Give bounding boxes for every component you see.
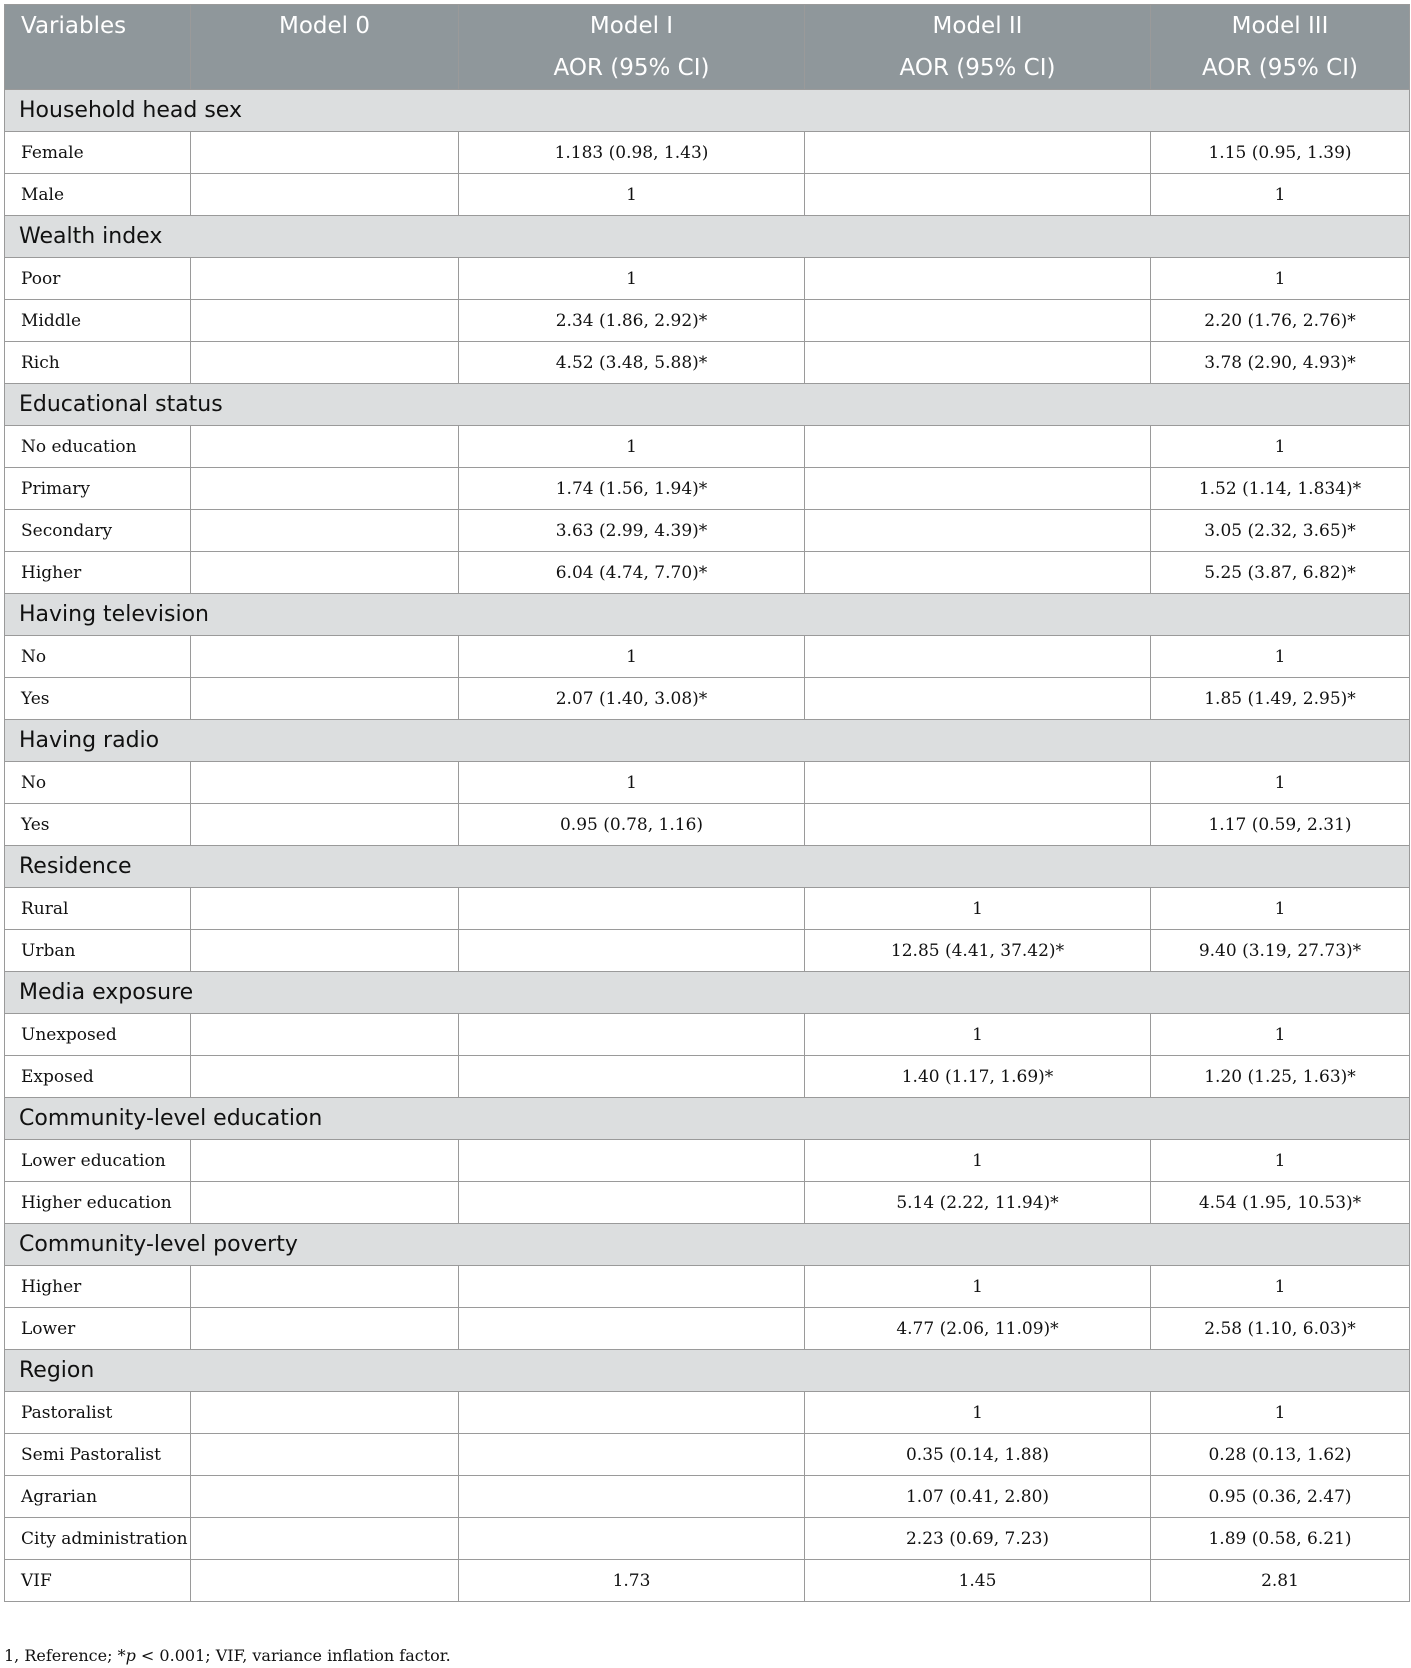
model-1-cell (459, 1266, 805, 1308)
model-2-cell (805, 636, 1151, 678)
model-3-cell: 1 (1151, 258, 1410, 300)
table-row (5, 1308, 1410, 1350)
model-2-cell: 1.40 (1.17, 1.69)* (805, 1056, 1151, 1098)
model-3-cell: 0.95 (0.36, 2.47) (1151, 1476, 1410, 1518)
variable-label-cell: Exposed (5, 1056, 191, 1098)
model-0-cell (191, 174, 459, 216)
model-2-cell: 5.14 (2.22, 11.94)* (805, 1182, 1151, 1224)
model-1-cell: 2.34 (1.86, 2.92)* (459, 300, 805, 342)
model-3-cell: 1.17 (0.59, 2.31) (1151, 804, 1410, 846)
model-3-cell: 0.28 (0.13, 1.62) (1151, 1434, 1410, 1476)
table-row (5, 426, 1410, 468)
model-1-cell: 6.04 (4.74, 7.70)* (459, 552, 805, 594)
model-2-cell: 1.07 (0.41, 2.80) (805, 1476, 1151, 1518)
model-1-cell (459, 1014, 805, 1056)
model-2-cell: 0.35 (0.14, 1.88) (805, 1434, 1151, 1476)
model-1-cell: 1.183 (0.98, 1.43) (459, 132, 805, 174)
model-3-cell: 1.89 (0.58, 6.21) (1151, 1518, 1410, 1560)
table-row (5, 888, 1410, 930)
header-row (5, 5, 1410, 90)
model-1-cell: 1.74 (1.56, 1.94)* (459, 468, 805, 510)
model-0-cell (191, 510, 459, 552)
model-3-cell: 1 (1151, 888, 1410, 930)
section-header-row (5, 216, 1410, 258)
section-header-row (5, 384, 1410, 426)
model-0-cell (191, 1476, 459, 1518)
header-model-3-subtitle: AOR (95% CI) (1202, 55, 1358, 81)
model-1-cell (459, 1308, 805, 1350)
variable-label-cell: Poor (5, 258, 191, 300)
model-1-cell: 4.52 (3.48, 5.88)* (459, 342, 805, 384)
model-2-cell (805, 174, 1151, 216)
model-0-cell (191, 1308, 459, 1350)
table-row (5, 258, 1410, 300)
header-model-0: Model 0 (191, 5, 459, 90)
table-row (5, 1476, 1410, 1518)
header-model-2-subtitle: AOR (95% CI) (899, 55, 1056, 81)
variable-label-cell: Higher (5, 1266, 191, 1308)
model-0-cell (191, 678, 459, 720)
model-1-cell (459, 1392, 805, 1434)
model-1-cell (459, 1140, 805, 1182)
variable-label-cell: City administration (5, 1518, 191, 1560)
model-1-cell: 3.63 (2.99, 4.39)* (459, 510, 805, 552)
model-2-cell (805, 510, 1151, 552)
table-header (5, 5, 1410, 90)
header-model-2-title: Model II (932, 13, 1023, 39)
model-2-cell (805, 132, 1151, 174)
model-0-cell (191, 300, 459, 342)
variable-label-cell: Unexposed (5, 1014, 191, 1056)
table-row (5, 1518, 1410, 1560)
table-row (5, 300, 1410, 342)
table-row (5, 762, 1410, 804)
model-0-cell (191, 888, 459, 930)
section-title: Community-level education (5, 1098, 1410, 1140)
model-1-cell: 2.07 (1.40, 3.08)* (459, 678, 805, 720)
variable-label-cell: Rich (5, 342, 191, 384)
model-3-cell: 1 (1151, 1014, 1410, 1056)
section-title: Region (5, 1350, 1410, 1392)
variable-label-cell: Primary (5, 468, 191, 510)
table-footnote: 1, Reference; *p < 0.001; VIF, variance inflation factor. (4, 1646, 451, 1665)
header-model-1-subtitle: AOR (95% CI) (553, 55, 710, 81)
section-title: Educational status (5, 384, 1410, 426)
model-2-cell (805, 426, 1151, 468)
vif-model-1-cell: 1.73 (459, 1560, 805, 1602)
vif-model-0-cell (191, 1560, 459, 1602)
model-2-cell (805, 552, 1151, 594)
table-body (5, 90, 1410, 1602)
model-1-cell (459, 888, 805, 930)
model-3-cell: 1 (1151, 1266, 1410, 1308)
variable-label-cell: No education (5, 426, 191, 468)
model-3-cell: 4.54 (1.95, 10.53)* (1151, 1182, 1410, 1224)
model-0-cell (191, 468, 459, 510)
model-3-cell: 1.15 (0.95, 1.39) (1151, 132, 1410, 174)
table-row (5, 342, 1410, 384)
section-title: Media exposure (5, 972, 1410, 1014)
model-2-cell (805, 300, 1151, 342)
section-header-row (5, 720, 1410, 762)
model-3-cell: 3.78 (2.90, 4.93)* (1151, 342, 1410, 384)
model-0-cell (191, 552, 459, 594)
model-2-cell (805, 342, 1151, 384)
vif-variable-label-cell: VIF (5, 1560, 191, 1602)
variable-label-cell: No (5, 762, 191, 804)
table-row (5, 552, 1410, 594)
section-header-row (5, 846, 1410, 888)
model-3-cell: 3.05 (2.32, 3.65)* (1151, 510, 1410, 552)
table-row (5, 1182, 1410, 1224)
model-2-cell: 4.77 (2.06, 11.09)* (805, 1308, 1151, 1350)
header-model-2 (805, 5, 1151, 90)
model-0-cell (191, 930, 459, 972)
model-0-cell (191, 1434, 459, 1476)
table-row (5, 1434, 1410, 1476)
table-row (5, 804, 1410, 846)
section-header-row (5, 594, 1410, 636)
variable-label-cell: No (5, 636, 191, 678)
variable-label-cell: Rural (5, 888, 191, 930)
model-3-cell: 5.25 (3.87, 6.82)* (1151, 552, 1410, 594)
vif-model-2-cell: 1.45 (805, 1560, 1151, 1602)
model-2-cell (805, 678, 1151, 720)
section-header-row (5, 972, 1410, 1014)
header-model-3 (1151, 5, 1410, 90)
model-1-cell (459, 1476, 805, 1518)
model-1-cell (459, 1182, 805, 1224)
model-1-cell (459, 1056, 805, 1098)
model-0-cell (191, 1392, 459, 1434)
model-3-cell: 1 (1151, 762, 1410, 804)
model-2-cell: 12.85 (4.41, 37.42)* (805, 930, 1151, 972)
model-2-cell: 2.23 (0.69, 7.23) (805, 1518, 1151, 1560)
model-3-cell: 1.85 (1.49, 2.95)* (1151, 678, 1410, 720)
variable-label-cell: Middle (5, 300, 191, 342)
variable-label-cell: Semi Pastoralist (5, 1434, 191, 1476)
model-0-cell (191, 636, 459, 678)
model-3-cell: 1 (1151, 1392, 1410, 1434)
model-0-cell (191, 1182, 459, 1224)
section-header-row (5, 1224, 1410, 1266)
model-2-cell: 1 (805, 1392, 1151, 1434)
vif-model-3-cell: 2.81 (1151, 1560, 1410, 1602)
model-3-cell: 9.40 (3.19, 27.73)* (1151, 930, 1410, 972)
model-1-cell: 1 (459, 762, 805, 804)
model-1-cell (459, 930, 805, 972)
table-row (5, 468, 1410, 510)
results-table-container (4, 4, 1409, 1602)
variable-label-cell: Urban (5, 930, 191, 972)
table-row (5, 636, 1410, 678)
model-1-cell: 1 (459, 426, 805, 468)
model-1-cell (459, 1518, 805, 1560)
model-2-cell: 1 (805, 1266, 1151, 1308)
model-1-cell: 1 (459, 174, 805, 216)
model-0-cell (191, 1140, 459, 1182)
section-title: Community-level poverty (5, 1224, 1410, 1266)
variable-label-cell: Higher education (5, 1182, 191, 1224)
model-2-cell: 1 (805, 888, 1151, 930)
model-2-cell: 1 (805, 1140, 1151, 1182)
table-row (5, 1140, 1410, 1182)
variable-label-cell: Pastoralist (5, 1392, 191, 1434)
model-0-cell (191, 342, 459, 384)
model-2-cell (805, 468, 1151, 510)
variable-label-cell: Yes (5, 678, 191, 720)
section-header-row (5, 1350, 1410, 1392)
variable-label-cell: Female (5, 132, 191, 174)
header-model-1 (459, 5, 805, 90)
table-row (5, 1056, 1410, 1098)
model-3-cell: 1 (1151, 1140, 1410, 1182)
model-0-cell (191, 762, 459, 804)
section-title: Household head sex (5, 90, 1410, 132)
variable-label-cell: Secondary (5, 510, 191, 552)
header-variables: Variables (5, 5, 191, 90)
table-row (5, 510, 1410, 552)
model-2-cell (805, 258, 1151, 300)
table-row (5, 1266, 1410, 1308)
section-title: Having television (5, 594, 1410, 636)
table-row (5, 1392, 1410, 1434)
model-3-cell: 1 (1151, 636, 1410, 678)
table-row (5, 174, 1410, 216)
variable-label-cell: Lower (5, 1308, 191, 1350)
model-3-cell: 1 (1151, 426, 1410, 468)
model-0-cell (191, 258, 459, 300)
results-table (4, 4, 1410, 1602)
table-row (5, 678, 1410, 720)
model-0-cell (191, 1518, 459, 1560)
model-0-cell (191, 1266, 459, 1308)
section-title: Wealth index (5, 216, 1410, 258)
variable-label-cell: Yes (5, 804, 191, 846)
model-3-cell: 1.52 (1.14, 1.834)* (1151, 468, 1410, 510)
model-3-cell: 1 (1151, 174, 1410, 216)
variable-label-cell: Agrarian (5, 1476, 191, 1518)
header-model-1-title: Model I (589, 13, 674, 39)
model-0-cell (191, 132, 459, 174)
section-title: Having radio (5, 720, 1410, 762)
model-0-cell (191, 1014, 459, 1056)
model-2-cell (805, 804, 1151, 846)
model-1-cell: 1 (459, 258, 805, 300)
model-2-cell (805, 762, 1151, 804)
model-1-cell (459, 1434, 805, 1476)
model-3-cell: 1.20 (1.25, 1.63)* (1151, 1056, 1410, 1098)
variable-label-cell: Lower education (5, 1140, 191, 1182)
variable-label-cell: Higher (5, 552, 191, 594)
vif-row (5, 1560, 1410, 1602)
model-3-cell: 2.58 (1.10, 6.03)* (1151, 1308, 1410, 1350)
table-row (5, 930, 1410, 972)
model-1-cell: 0.95 (0.78, 1.16) (459, 804, 805, 846)
model-0-cell (191, 804, 459, 846)
model-2-cell: 1 (805, 1014, 1151, 1056)
variable-label-cell: Male (5, 174, 191, 216)
model-0-cell (191, 426, 459, 468)
model-1-cell: 1 (459, 636, 805, 678)
section-title: Residence (5, 846, 1410, 888)
table-row (5, 132, 1410, 174)
section-header-row (5, 90, 1410, 132)
model-3-cell: 2.20 (1.76, 2.76)* (1151, 300, 1410, 342)
model-0-cell (191, 1056, 459, 1098)
header-model-3-title: Model III (1231, 13, 1329, 39)
table-row (5, 1014, 1410, 1056)
section-header-row (5, 1098, 1410, 1140)
